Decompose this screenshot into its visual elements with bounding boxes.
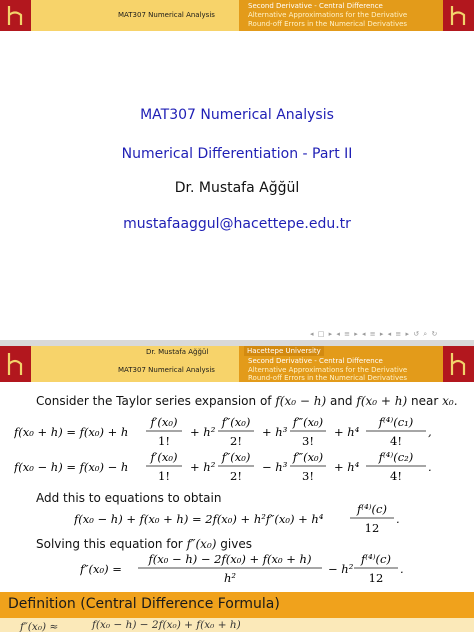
nav-left-icon[interactable]: ◂ xyxy=(310,330,315,338)
slide-subtitle: Numerical Differentiation - Part II xyxy=(121,146,353,162)
hacettepe-logo-icon xyxy=(443,0,474,31)
header-course-name[interactable]: MAT307 Numerical Analysis xyxy=(118,366,215,374)
central-difference-formula-peek xyxy=(0,618,474,632)
nav-right-icon[interactable]: ▸ xyxy=(379,330,385,338)
svg-text:h²: h² xyxy=(223,571,237,585)
svg-text:− h³: − h³ xyxy=(262,460,288,474)
nav-left-icon[interactable]: ◂ xyxy=(361,330,367,338)
svg-text:2!: 2! xyxy=(230,434,242,448)
slide2-header-left xyxy=(0,346,239,382)
taylor-expansion-plus-equation xyxy=(14,412,464,452)
slide2-header xyxy=(0,346,474,382)
frame-icon[interactable]: □ xyxy=(317,330,326,338)
second-derivative-equation xyxy=(80,553,420,589)
svg-text:f(x₀ − h) − 2f(x₀) + f(x₀ + h): f(x₀ − h) − 2f(x₀) + f(x₀ + h) xyxy=(148,553,312,566)
section-nav xyxy=(248,357,407,383)
nav-item-roundoff-errors[interactable]: Round-off Errors in the Numerical Derivatives xyxy=(248,20,408,29)
header-author[interactable]: Dr. Mustafa Ağğül xyxy=(146,348,209,356)
svg-text:f⁽⁴⁾(c): f⁽⁴⁾(c) xyxy=(361,553,391,566)
nav-item-roundoff-errors[interactable]: Round-off Errors in the Numerical Derivatives xyxy=(248,374,408,383)
undo-icon[interactable]: ↺ xyxy=(413,330,421,338)
subsection-icon[interactable]: ≡ xyxy=(369,330,377,338)
definition-title: Definition (Central Difference Formula) xyxy=(8,596,280,612)
add-equations-text: Add this to equations to obtain xyxy=(36,491,222,505)
svg-text:1!: 1! xyxy=(158,469,170,483)
taylor-intro-text: Consider the Taylor series expansion of f(x₀ − h) and f(x₀ + h) near x₀. xyxy=(36,394,458,408)
svg-text:3!: 3! xyxy=(302,469,314,483)
section-nav xyxy=(248,2,407,30)
svg-text:+ h³: + h³ xyxy=(262,425,288,439)
svg-text:f″(x₀): f″(x₀) xyxy=(221,450,251,464)
nav-right-icon[interactable]: ▸ xyxy=(328,330,334,338)
svg-text:f″(x₀) =: f″(x₀) = xyxy=(80,562,122,576)
svg-text:f(x₀ − h) + f(x₀ + h) = 2f(x₀): f(x₀ − h) + f(x₀ + h) = 2f(x₀) + h²f″(x₀) + h⁴ xyxy=(74,512,324,526)
svg-text:f⁽⁴⁾(c₂): f⁽⁴⁾(c₂) xyxy=(378,450,414,464)
svg-text:1!: 1! xyxy=(158,434,170,448)
section-icon[interactable]: ≡ xyxy=(344,330,351,338)
svg-text:f(x₀ + h) = f(x₀) + h: f(x₀ + h) = f(x₀) + h xyxy=(14,425,129,439)
svg-text:.: . xyxy=(400,562,404,576)
svg-text:+ h²: + h² xyxy=(190,425,216,439)
svg-text:.: . xyxy=(396,512,400,526)
hacettepe-logo-icon xyxy=(0,346,31,382)
svg-text:f(x₀ − h) = f(x₀) − h: f(x₀ − h) = f(x₀) − h xyxy=(14,460,129,474)
nav-right-icon[interactable]: ▸ xyxy=(405,330,410,338)
svg-text:− h²: − h² xyxy=(328,562,354,576)
svg-text:f″(x₀) ≈: f″(x₀) ≈ xyxy=(20,621,59,632)
header-course-name[interactable]: MAT307 Numerical Analysis xyxy=(118,11,215,19)
svg-text:+ h⁴: + h⁴ xyxy=(334,460,360,474)
svg-text:12: 12 xyxy=(364,521,380,535)
nav-left-icon[interactable]: ◂ xyxy=(387,330,393,338)
svg-text:3!: 3! xyxy=(302,434,314,448)
nav-left-icon[interactable]: ◂ xyxy=(336,330,341,338)
author-name: Dr. Mustafa Ağğül xyxy=(174,180,300,196)
svg-text:f′(x₀): f′(x₀) xyxy=(150,450,178,464)
slide2-header-right xyxy=(239,346,474,382)
slide1-header-right xyxy=(239,0,474,31)
header-university[interactable]: Hacettepe University xyxy=(244,346,324,356)
svg-text:.: . xyxy=(428,460,432,474)
redo-icon[interactable]: ↻ xyxy=(431,330,439,338)
svg-text:2!: 2! xyxy=(230,469,242,483)
hacettepe-logo-icon xyxy=(0,0,31,31)
author-email[interactable]: mustafaaggul@hacettepe.edu.tr xyxy=(123,216,351,232)
svg-text:12: 12 xyxy=(368,571,384,585)
beamer-navigation-icons[interactable] xyxy=(310,330,438,339)
svg-text:4!: 4! xyxy=(390,469,402,483)
svg-text:4!: 4! xyxy=(390,434,402,448)
slide-title: MAT307 Numerical Analysis xyxy=(140,107,334,123)
definition-block-header xyxy=(0,592,474,618)
svg-text:f‴(x₀): f‴(x₀) xyxy=(292,450,324,464)
svg-text:f⁽⁴⁾(c): f⁽⁴⁾(c) xyxy=(357,503,387,516)
svg-text:+ h⁴: + h⁴ xyxy=(334,425,360,439)
svg-text:f‴(x₀): f‴(x₀) xyxy=(292,415,324,429)
taylor-expansion-minus-equation xyxy=(14,447,464,487)
solving-text: Solving this equation for f″(x₀) gives xyxy=(36,537,252,551)
hacettepe-logo-icon xyxy=(443,346,474,382)
nav-item-alternative-approximations[interactable]: Alternative Approximations for the Derivative xyxy=(248,11,408,20)
svg-text:f′(x₀): f′(x₀) xyxy=(150,415,178,429)
svg-text:+ h²: + h² xyxy=(190,460,216,474)
search-icon[interactable]: ⌕ xyxy=(423,330,429,338)
doc-icon[interactable]: ≡ xyxy=(395,330,403,338)
definition-block-body xyxy=(0,618,474,632)
sum-equation xyxy=(74,503,434,539)
slide1-header xyxy=(0,0,474,31)
nav-right-icon[interactable]: ▸ xyxy=(354,330,359,338)
svg-text:,: , xyxy=(428,425,432,439)
slide1-header-left xyxy=(0,0,239,31)
nav-item-second-derivative[interactable]: Second Derivative - Central Difference xyxy=(248,2,383,10)
svg-text:f″(x₀): f″(x₀) xyxy=(221,415,251,429)
svg-text:f(x₀ − h) − 2f(x₀) + f(x₀ + h): f(x₀ − h) − 2f(x₀) + f(x₀ + h) xyxy=(92,619,241,631)
nav-item-second-derivative[interactable]: Second Derivative - Central Difference xyxy=(248,357,383,365)
svg-text:f⁽⁴⁾(c₁): f⁽⁴⁾(c₁) xyxy=(378,415,414,429)
nav-item-alternative-approximations[interactable]: Alternative Approximations for the Derivative xyxy=(248,365,408,374)
